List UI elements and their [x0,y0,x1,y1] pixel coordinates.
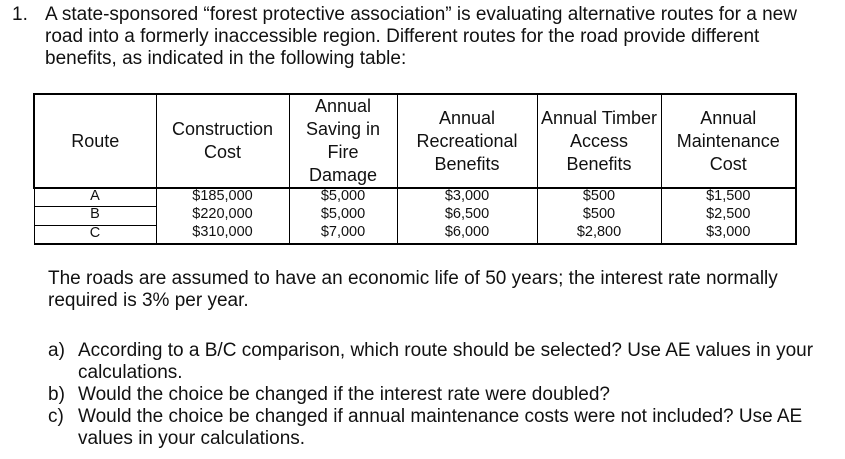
header-recreational-benefits: Annual Recreational Benefits [397,94,537,188]
header-timber-access-benefits: Annual Timber Access Benefits [537,94,661,188]
question-text: Would the choice be changed if annual maintenance costs were not included? Use AE values in your calculations. [78,406,803,449]
cell-fire-damage-saving: $5,000 [289,207,397,225]
problem-number: 1. [12,4,28,25]
assumptions-paragraph: The roads are assumed to have an economic life of 50 years; the interest rate normally required is 3% per year. [48,268,778,311]
header-construction-cost: Construction Cost [156,94,289,188]
header-route: Route [34,94,156,188]
cell-construction-cost: $310,000 [156,225,289,244]
question-c [48,406,818,450]
cell-fire-damage-saving: $7,000 [289,225,397,244]
cell-maintenance-cost: $1,500 [661,188,796,207]
table-row [34,207,796,225]
question-a [48,340,818,384]
cell-route: A [34,188,156,207]
cell-route: C [34,225,156,244]
cell-recreational-benefits: $6,000 [397,225,537,244]
header-maintenance-cost: Annual Maintenance Cost [661,94,796,188]
cell-maintenance-cost: $3,000 [661,225,796,244]
route-table [33,93,797,245]
table-header-row [34,94,796,188]
cell-construction-cost: $220,000 [156,207,289,225]
questions-list [48,340,818,450]
route-table-container [33,93,795,245]
problem-statement: A state-sponsored “forest protective association” is evaluating alternative routes for a new road into a formerly inaccessible region. Different routes for the road provide different benefits, as indicated in the following table: [45,4,797,69]
cell-route: B [34,207,156,225]
cell-fire-damage-saving: $5,000 [289,188,397,207]
cell-construction-cost: $185,000 [156,188,289,207]
cell-timber-access-benefits: $500 [537,188,661,207]
cell-recreational-benefits: $3,000 [397,188,537,207]
cell-timber-access-benefits: $2,800 [537,225,661,244]
question-label: a) [48,340,65,361]
table-row [34,188,796,207]
question-label: b) [48,384,65,405]
table-row [34,225,796,244]
question-b [48,384,818,406]
cell-timber-access-benefits: $500 [537,207,661,225]
question-text: According to a B/C comparison, which route should be selected? Use AE values in your calculations. [78,340,814,383]
header-fire-damage-saving: Annual Saving in Fire Damage [289,94,397,188]
question-text: Would the choice be changed if the interest rate were doubled? [78,384,610,405]
question-label: c) [48,406,64,427]
cell-recreational-benefits: $6,500 [397,207,537,225]
cell-maintenance-cost: $2,500 [661,207,796,225]
